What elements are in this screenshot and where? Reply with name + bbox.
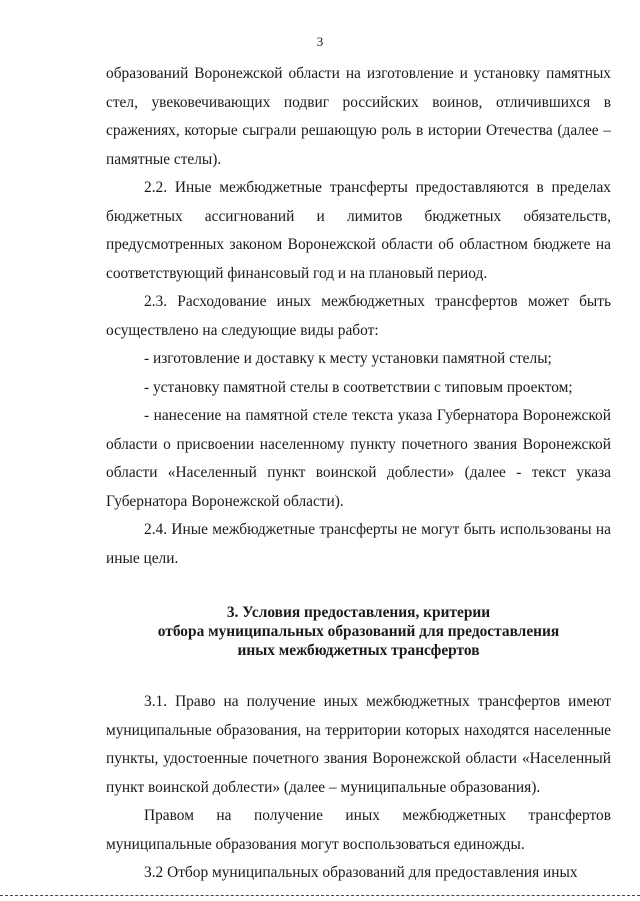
list-item-inscription: - нанесение на памятной стеле текста указа Губернатора Воронежской области о присвоении населенному пункту почетного звания Воронежской области «Населенный пункт воинской доблести» (далее - текст указа Губернатора Воронежской области). (106, 407, 611, 510)
paragraph-3-2: 3.2 Отбор муниципальных образований для предоставления иных (144, 864, 578, 881)
paragraph-2-3: 2.3. Расходование иных межбюджетных трансфертов может быть осуществлено на следующие виды работ: (106, 293, 611, 339)
paragraph-2-4: 2.4. Иные межбюджетные трансферты не могут быть использованы на иные цели. (106, 521, 611, 567)
paragraph-continuation: образований Воронежской области на изготовление и установку памятных стел, увековечивающих подвиг российских воинов, отличившихся в сражениях, которые сыграли решающую роль в истории Отечества (далее – памятные стелы). (106, 65, 611, 168)
paragraph-right-once: Правом на получение иных межбюджетных трансфертов муниципальные образования могут воспользоваться единожды. (106, 807, 611, 853)
paragraph-2-2: 2.2. Иные межбюджетные трансферты предоставляются в пределах бюджетных ассигнований и лимитов бюджетных обязательств, предусмотренных законом Воронежской области об областном бюджете на соответствующий финансовый год и на плановый период. (106, 179, 611, 282)
section-3-heading-line-2: отбора муниципальных образований для предоставления (157, 623, 560, 640)
document-body (106, 60, 611, 888)
paragraph-3-1: 3.1. Право на получение иных межбюджетных трансфертов имеют муниципальные образования, на территории которых находятся населенные пункты, удостоенные почетного звания Воронежской области «Населенный пункт воинской доблести» (далее – муниципальные образования). (106, 693, 611, 796)
section-3-heading-line-3: иных межбюджетных трансфертов (237, 642, 480, 659)
page-number: 3 (316, 34, 324, 49)
list-item-installation: - установку памятной стелы в соответствии с типовым проектом; (144, 378, 573, 396)
scan-edge-line (0, 895, 640, 897)
list-item-manufacture: - изготовление и доставку к месту установки памятной стелы; (144, 350, 552, 367)
section-3-heading (106, 603, 611, 660)
section-3-heading-line-1: 3. Условия предоставления, критерии (226, 604, 491, 621)
